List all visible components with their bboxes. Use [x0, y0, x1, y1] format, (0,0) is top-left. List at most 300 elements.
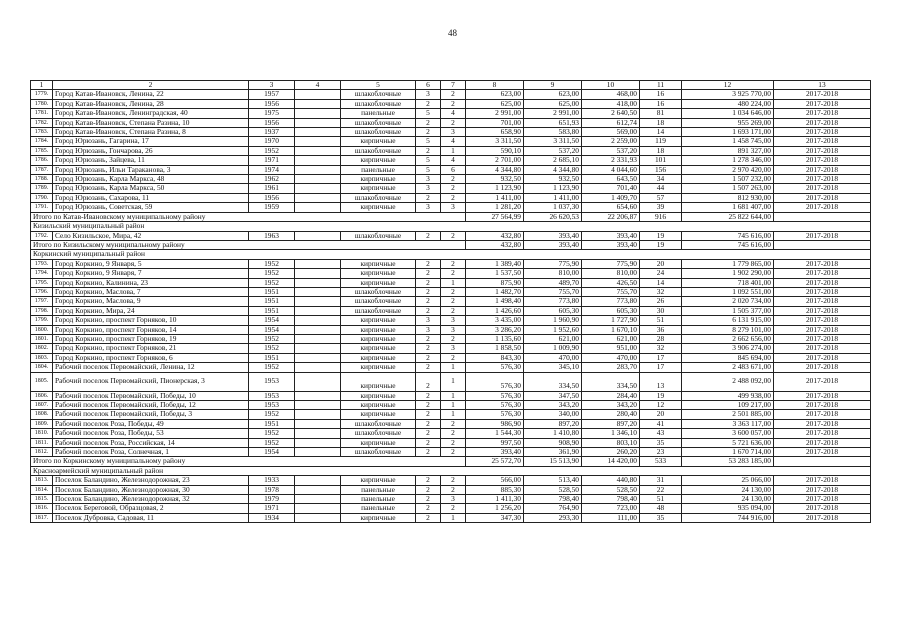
table-cell: 2	[441, 448, 466, 457]
table-cell: 2	[416, 306, 441, 315]
table-cell: Город Юрюзань, Карла Маркса, 48	[53, 175, 249, 184]
table-cell: 1959	[249, 203, 295, 212]
table-cell: 3 311,50	[524, 137, 582, 146]
table-cell: 2	[416, 287, 441, 296]
total-row	[31, 457, 871, 466]
table-cell: 39	[640, 203, 682, 212]
table-cell: 1975	[249, 109, 295, 118]
table-cell: 81	[640, 109, 682, 118]
table-cell: 513,40	[524, 476, 582, 485]
table-cell: 1 411,00	[466, 193, 524, 202]
table-cell: 1951	[249, 297, 295, 306]
table-cell: 2017-2018	[774, 334, 871, 343]
table-cell: Город Коркино, проспект Горняков, 10	[53, 316, 249, 325]
table-cell: 2	[416, 372, 441, 391]
table-cell: 3	[416, 175, 441, 184]
table-cell: 1 123,90	[466, 184, 524, 193]
table-cell: 2	[416, 297, 441, 306]
table-cell: 1 410,80	[524, 429, 582, 438]
table-cell: 1952	[249, 278, 295, 287]
table-cell	[295, 344, 341, 353]
table-cell: 4 344,80	[524, 165, 582, 174]
table-cell: 2017-2018	[774, 401, 871, 410]
table-cell: 3	[441, 344, 466, 353]
table-cell	[295, 306, 341, 315]
table-cell: 2017-2018	[774, 231, 871, 240]
table-cell: 8	[466, 81, 524, 90]
table-cell: 1	[441, 401, 466, 410]
table-cell	[295, 410, 341, 419]
table-cell: 1951	[249, 353, 295, 362]
table-cell: 1 727,90	[582, 316, 640, 325]
table-cell: Поселок Береговой, Образцовая, 2	[53, 504, 249, 513]
table-cell: кирпичные	[341, 344, 416, 353]
table-cell	[295, 363, 341, 372]
table-cell: 1974	[249, 165, 295, 174]
table-cell: 623,00	[524, 90, 582, 99]
table-row	[31, 287, 871, 296]
table-cell: 3	[249, 81, 295, 90]
table-cell: Поселок Баландино, Железнодорожная, 30	[53, 485, 249, 494]
table-cell: 2	[416, 513, 441, 522]
table-cell: 1952	[249, 269, 295, 278]
table-cell: Город Коркино, проспект Горняков, 14	[53, 325, 249, 334]
table-cell: кирпичные	[341, 363, 416, 372]
table-cell: шлакоблочные	[341, 193, 416, 202]
table-cell: 1796.	[31, 287, 53, 296]
table-cell: 1	[441, 410, 466, 419]
table-cell: 2017-2018	[774, 193, 871, 202]
table-cell: 2 701,00	[466, 156, 524, 165]
table-cell: 14	[640, 278, 682, 287]
table-cell: 1 507 232,00	[682, 175, 774, 184]
table-cell: 12	[640, 401, 682, 410]
table-cell: Коркинский муниципальный район	[31, 250, 871, 259]
table-cell: 345,10	[524, 363, 582, 372]
table-row	[31, 513, 871, 522]
table-cell: 293,30	[524, 513, 582, 522]
table-cell: 2017-2018	[774, 429, 871, 438]
table-cell: 654,60	[582, 203, 640, 212]
table-cell: 1 346,10	[582, 429, 640, 438]
table-cell: 2 488 092,00	[682, 372, 774, 391]
table-cell: шлакоблочные	[341, 297, 416, 306]
table-cell: 658,90	[466, 128, 524, 137]
table-cell: 1970	[249, 137, 295, 146]
table-cell: 1 482,70	[466, 287, 524, 296]
table-cell: 19	[640, 391, 682, 400]
table-cell: 1971	[249, 156, 295, 165]
table-cell: 576,30	[466, 391, 524, 400]
table-cell: Город Коркино, Мира, 24	[53, 306, 249, 315]
table-cell: 2	[441, 306, 466, 315]
table-cell: 2	[416, 353, 441, 362]
table-cell	[295, 203, 341, 212]
table-cell: 2 483 671,00	[682, 363, 774, 372]
table-cell: 3	[416, 316, 441, 325]
table-cell: 1793.	[31, 259, 53, 268]
table-cell: 41	[640, 419, 682, 428]
table-row	[31, 118, 871, 127]
table-cell: 3 600 057,00	[682, 429, 774, 438]
table-cell: 5	[341, 81, 416, 90]
table-cell	[295, 485, 341, 494]
table-cell: 17	[640, 353, 682, 362]
table-cell: 2	[416, 485, 441, 494]
table-cell: 22	[640, 485, 682, 494]
table-cell: 1	[441, 391, 466, 400]
table-cell: 16	[640, 99, 682, 108]
table-cell: Город Катав-Ивановск, Ленинградская, 40	[53, 109, 249, 118]
table-cell: 798,40	[582, 495, 640, 504]
table-cell: 31	[640, 476, 682, 485]
table-cell: 2	[416, 99, 441, 108]
table-cell: 2017-2018	[774, 99, 871, 108]
table-cell	[295, 165, 341, 174]
table-cell: 2	[441, 334, 466, 343]
table-cell: кирпичные	[341, 184, 416, 193]
table-cell: 418,00	[582, 99, 640, 108]
table-cell: 1954	[249, 325, 295, 334]
table-cell: 1816.	[31, 504, 53, 513]
table-cell: 15 513,90	[524, 457, 582, 466]
table-cell: 1 505 377,00	[682, 306, 774, 315]
table-cell	[295, 278, 341, 287]
table-cell: 2017-2018	[774, 495, 871, 504]
table-row	[31, 391, 871, 400]
table-cell: 701,40	[582, 184, 640, 193]
table-row	[31, 109, 871, 118]
table-cell: 2	[441, 193, 466, 202]
table-cell: 2017-2018	[774, 410, 871, 419]
table-row	[31, 448, 871, 457]
table-cell: Город Катав-Ивановск, Ленина, 28	[53, 99, 249, 108]
table-cell: 111,00	[582, 513, 640, 522]
table-cell: Город Юрюзань, Ильи Тараканова, 3	[53, 165, 249, 174]
table-cell: 2	[441, 287, 466, 296]
table-cell: 2017-2018	[774, 353, 871, 362]
table-cell: 1795.	[31, 278, 53, 287]
table-cell: 1 037,30	[524, 203, 582, 212]
table-cell: кирпичные	[341, 513, 416, 522]
table-cell: 2017-2018	[774, 165, 871, 174]
table-cell: 3	[416, 184, 441, 193]
table-cell	[295, 316, 341, 325]
table-cell: 393,40	[582, 240, 640, 249]
table-cell	[295, 118, 341, 127]
table-cell: 2	[441, 99, 466, 108]
table-cell: 1815.	[31, 495, 53, 504]
table-cell: 3	[416, 90, 441, 99]
table-cell: 935 094,00	[682, 504, 774, 513]
table-cell	[295, 90, 341, 99]
table-cell: 1951	[249, 306, 295, 315]
table-cell: 2017-2018	[774, 363, 871, 372]
table-cell: 5	[416, 165, 441, 174]
table-cell: кирпичные	[341, 137, 416, 146]
table-cell: 260,20	[582, 448, 640, 457]
table-cell	[295, 269, 341, 278]
table-cell: 2	[441, 269, 466, 278]
table-cell: 1813.	[31, 476, 53, 485]
table-cell: 1783.	[31, 128, 53, 137]
table-row	[31, 306, 871, 315]
table-row	[31, 165, 871, 174]
table-cell: 1952	[249, 363, 295, 372]
table-cell: шлакоблочные	[341, 287, 416, 296]
table-cell: 1	[441, 513, 466, 522]
table-cell: 605,30	[582, 306, 640, 315]
table-cell: 1 902 290,00	[682, 269, 774, 278]
table-cell: 1954	[249, 448, 295, 457]
table-cell: 1810.	[31, 429, 53, 438]
table-cell: кирпичные	[341, 269, 416, 278]
table-cell: Город Юрюзань, Сахарова, 11	[53, 193, 249, 202]
table-cell: 528,50	[524, 485, 582, 494]
table-cell: Город Катав-Ивановск, Степана Разина, 10	[53, 118, 249, 127]
table-cell: 13	[640, 372, 682, 391]
table-cell: кирпичные	[341, 353, 416, 362]
table-cell: шлакоблочные	[341, 306, 416, 315]
table-row	[31, 297, 871, 306]
table-cell: 2017-2018	[774, 259, 871, 268]
table-cell: 2017-2018	[774, 90, 871, 99]
table-cell: 17	[640, 363, 682, 372]
table-cell: 755,70	[524, 287, 582, 296]
table-row	[31, 128, 871, 137]
table-cell: 2	[441, 429, 466, 438]
table-cell: 932,50	[524, 175, 582, 184]
table-cell: 1 409,70	[582, 193, 640, 202]
table-cell: 908,90	[524, 438, 582, 447]
table-cell: 2	[441, 297, 466, 306]
table-cell: кирпичные	[341, 278, 416, 287]
table-cell: 2	[441, 476, 466, 485]
table-cell	[295, 476, 341, 485]
table-cell: 843,30	[466, 353, 524, 362]
table-cell: 14 420,00	[582, 457, 640, 466]
table-cell: 2 970 420,00	[682, 165, 774, 174]
table-cell: 2017-2018	[774, 297, 871, 306]
table-cell: 2	[53, 81, 249, 90]
table-cell: 845 694,00	[682, 353, 774, 362]
table-cell: 590,10	[466, 146, 524, 155]
table-cell: 605,30	[524, 306, 582, 315]
table-cell: 34	[640, 175, 682, 184]
table-cell	[295, 193, 341, 202]
table-cell: 621,00	[524, 334, 582, 343]
table-cell: 2017-2018	[774, 137, 871, 146]
table-cell: Город Юрюзань, Советская, 59	[53, 203, 249, 212]
table-cell: 1	[441, 278, 466, 287]
table-cell: Рабочий поселок Первомайский, Пионерская, 3	[53, 372, 249, 391]
table-cell: 2017-2018	[774, 419, 871, 428]
table-cell	[295, 438, 341, 447]
table-cell: Рабочий поселок Первомайский, Победы, 3	[53, 410, 249, 419]
table-cell: 2017-2018	[774, 118, 871, 127]
table-cell: 12	[682, 81, 774, 90]
table-cell: 32	[640, 287, 682, 296]
table-row	[31, 401, 871, 410]
table-cell: 1798.	[31, 306, 53, 315]
table-cell: 1952	[249, 259, 295, 268]
table-cell: 3	[441, 128, 466, 137]
table-cell: кирпичные	[341, 372, 416, 391]
section-row	[31, 466, 871, 475]
table-cell: 2017-2018	[774, 485, 871, 494]
table-cell: кирпичные	[341, 175, 416, 184]
table-cell: 2 685,10	[524, 156, 582, 165]
table-cell: 4	[441, 156, 466, 165]
table-cell: 1 507 263,00	[682, 184, 774, 193]
table-cell: 2	[416, 504, 441, 513]
table-cell: панельные	[341, 504, 416, 513]
table-cell: 1952	[249, 438, 295, 447]
table-cell: 1786.	[31, 156, 53, 165]
table-cell: 18	[640, 118, 682, 127]
table-row	[31, 410, 871, 419]
table-cell	[295, 156, 341, 165]
table-cell: Рабочий поселок Роза, Солнечная, 1	[53, 448, 249, 457]
table-cell: кирпичные	[341, 203, 416, 212]
table-cell: 334,50	[582, 372, 640, 391]
table-cell: 875,90	[466, 278, 524, 287]
table-cell: 1794.	[31, 269, 53, 278]
table-cell: 109 217,00	[682, 401, 774, 410]
table-cell: шлакоблочные	[341, 429, 416, 438]
table-cell: 35	[640, 513, 682, 522]
table-cell: 1951	[249, 287, 295, 296]
table-cell: 3	[416, 203, 441, 212]
table-cell: 2	[416, 259, 441, 268]
table-cell: 2	[416, 363, 441, 372]
table-cell: 1799.	[31, 316, 53, 325]
table-cell: 2017-2018	[774, 372, 871, 391]
table-cell: Город Юрюзань, Зайцева, 11	[53, 156, 249, 165]
table-cell: 4	[441, 137, 466, 146]
table-cell: Рабочий поселок Первомайский, Победы, 10	[53, 391, 249, 400]
table-cell: 1	[441, 146, 466, 155]
table-cell: 489,70	[524, 278, 582, 287]
table-cell	[295, 297, 341, 306]
table-cell: Итого по Коркинскому муниципальному району	[31, 457, 466, 466]
table-cell: 3	[441, 316, 466, 325]
table-cell: 2017-2018	[774, 278, 871, 287]
table-cell	[295, 353, 341, 362]
table-cell: 2	[441, 353, 466, 362]
table-cell: 393,40	[582, 231, 640, 240]
table-cell: 1 135,60	[466, 334, 524, 343]
table-cell: 932,50	[466, 175, 524, 184]
table-cell: 2	[416, 193, 441, 202]
table-row	[31, 137, 871, 146]
table-cell	[774, 457, 871, 466]
table-cell: 621,00	[582, 334, 640, 343]
table-cell: 6	[416, 81, 441, 90]
table-cell: 4 344,80	[466, 165, 524, 174]
table-cell: 2 991,00	[466, 109, 524, 118]
table-row	[31, 476, 871, 485]
table-cell: Город Коркино, проспект Горняков, 21	[53, 344, 249, 353]
table-cell: 803,10	[582, 438, 640, 447]
table-cell: 2017-2018	[774, 203, 871, 212]
table-cell: 2 662 656,00	[682, 334, 774, 343]
table-cell: 2 991,00	[524, 109, 582, 118]
table-cell: 14	[640, 128, 682, 137]
table-cell: 2	[441, 504, 466, 513]
table-cell: Село Кизильское, Мира, 42	[53, 231, 249, 240]
table-cell: 1956	[249, 99, 295, 108]
table-cell: 576,30	[466, 372, 524, 391]
table-cell: 2017-2018	[774, 504, 871, 513]
table-row	[31, 372, 871, 391]
table-cell	[295, 334, 341, 343]
table-cell	[295, 419, 341, 428]
table-cell: 569,00	[582, 128, 640, 137]
table-cell: 432,80	[466, 231, 524, 240]
table-cell: 1 681 407,00	[682, 203, 774, 212]
table-cell: 3	[416, 325, 441, 334]
table-cell: 775,90	[524, 259, 582, 268]
table-cell: 4	[441, 109, 466, 118]
table-cell: 9	[524, 81, 582, 90]
table-cell: 2017-2018	[774, 109, 871, 118]
table-cell: Город Юрюзань, Гончарова, 26	[53, 146, 249, 155]
table-cell: 1 960,90	[524, 316, 582, 325]
table-cell: 5	[416, 156, 441, 165]
table-cell: 2	[441, 231, 466, 240]
table-cell	[295, 391, 341, 400]
table-row	[31, 146, 871, 155]
table-cell: 1797.	[31, 297, 53, 306]
table-cell: Город Катав-Ивановск, Ленина, 22	[53, 90, 249, 99]
table-cell: 2 331,93	[582, 156, 640, 165]
table-cell: 284,40	[582, 391, 640, 400]
section-row	[31, 222, 871, 231]
table-row	[31, 316, 871, 325]
table-cell: 343,20	[582, 401, 640, 410]
table-cell: 718 401,00	[682, 278, 774, 287]
table-cell: кирпичные	[341, 410, 416, 419]
table-cell: 812 930,00	[682, 193, 774, 202]
table-cell: кирпичные	[341, 438, 416, 447]
table-cell: 1 779 865,00	[682, 259, 774, 268]
table-row	[31, 269, 871, 278]
table-cell: 468,00	[582, 90, 640, 99]
table-cell: 745 616,00	[682, 231, 774, 240]
table-cell: 764,90	[524, 504, 582, 513]
table-cell: 6	[441, 165, 466, 174]
table-cell: 951,00	[582, 344, 640, 353]
table-cell: кирпичные	[341, 401, 416, 410]
table-cell: 2	[441, 485, 466, 494]
table-cell: 1792.	[31, 231, 53, 240]
table-row	[31, 156, 871, 165]
table-cell: шлакоблочные	[341, 419, 416, 428]
table-cell: 2 259,00	[582, 137, 640, 146]
table-cell: 2017-2018	[774, 476, 871, 485]
table-cell: 3 286,20	[466, 325, 524, 334]
table-cell: 744 916,00	[682, 513, 774, 522]
table-cell: 1952	[249, 344, 295, 353]
table-cell: 3	[441, 495, 466, 504]
table-cell: 1934	[249, 513, 295, 522]
table-cell: 22 206,87	[582, 212, 640, 221]
table-cell: 57	[640, 193, 682, 202]
table-cell: 1979	[249, 495, 295, 504]
table-cell	[295, 231, 341, 240]
table-cell: 440,80	[582, 476, 640, 485]
